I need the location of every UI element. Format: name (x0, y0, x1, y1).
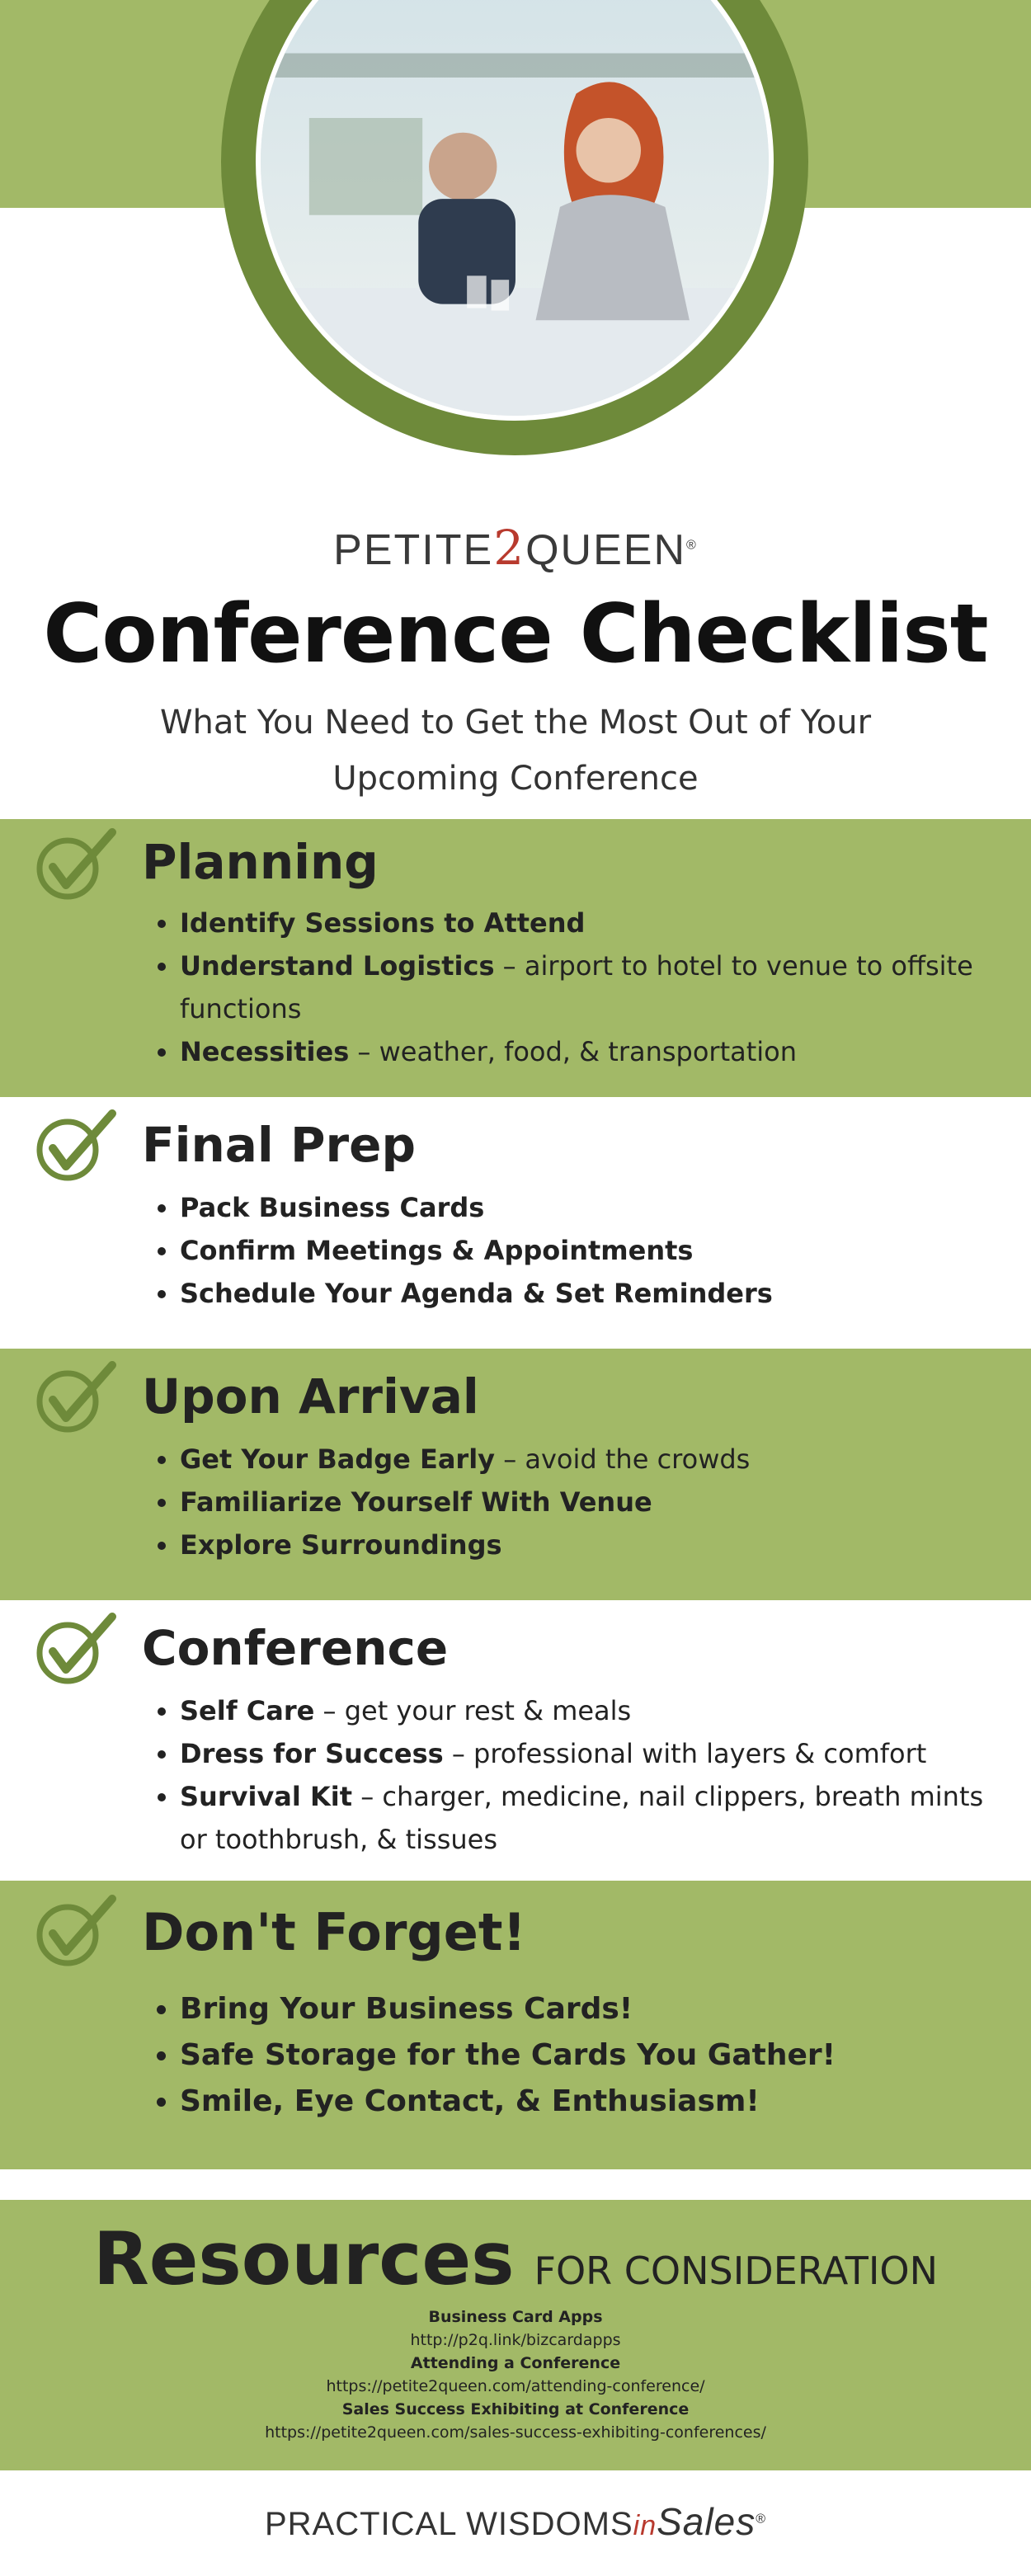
footer-logo (0, 2499, 1031, 2544)
list-item: • Confirm Meetings & Appointments (180, 1229, 1005, 1272)
resource-heading: Sales Success Exhibiting at Conference (341, 2400, 690, 2418)
page-title: Conference Checklist (43, 587, 988, 681)
checkmark-circle-icon (33, 1359, 124, 1441)
section-title: Don't Forget! (142, 1902, 526, 1962)
list-item: • Smile, Eye Contact, & Enthusiasm! (180, 2079, 1005, 2125)
brand-name-part3: QUEEN (525, 526, 687, 574)
section-upon-arrival (0, 1349, 1031, 1600)
section-dont-forget (0, 1881, 1031, 2169)
footer-text-sales: Sales (657, 2500, 756, 2543)
section-conference (0, 1600, 1031, 1881)
section-list (148, 902, 1005, 1073)
list-item: • Understand Logistics – airport to hotel to venue to offsite functions (180, 944, 1005, 1030)
section-planning (0, 819, 1031, 1097)
resources-links (0, 2305, 1031, 2444)
section-list (148, 1986, 1005, 2125)
list-item: • Bring Your Business Cards! (180, 1986, 1005, 2032)
list-item: • Get Your Badge Early – avoid the crowds (180, 1438, 1005, 1481)
section-title: Upon Arrival (142, 1368, 479, 1425)
checkmark-circle-icon (33, 1892, 124, 1975)
brand-registered-mark: ® (686, 538, 698, 553)
section-title: Conference (142, 1620, 449, 1676)
resource-heading: Business Card Apps (428, 2308, 603, 2326)
resources-title: Resources (92, 2216, 515, 2301)
section-list (148, 1689, 1005, 1861)
list-item: • Self Care – get your rest & meals (180, 1689, 1005, 1732)
section-final-prep (0, 1097, 1031, 1349)
list-item: • Explore Surroundings (180, 1523, 1005, 1566)
resource-link[interactable]: http://p2q.link/bizcardapps (410, 2331, 621, 2349)
list-item: • Familiarize Yourself With Venue (180, 1481, 1005, 1523)
footer-registered-mark: ® (756, 2512, 766, 2527)
page-subtitle: What You Need to Get the Most Out of Your Upcoming Conference (159, 704, 872, 798)
list-item: • Survival Kit – charger, medicine, nail clippers, breath mints or toothbrush, & tissues (180, 1775, 1005, 1861)
list-item: • Schedule Your Agenda & Set Reminders (180, 1272, 1005, 1315)
section-title: Planning (142, 834, 379, 890)
footer-text-practical: PRACTICAL (264, 2506, 467, 2542)
section-list (148, 1438, 1005, 1566)
resource-heading: Attending a Conference (410, 2354, 621, 2372)
brand-name-part1: PETITE (333, 526, 494, 574)
resources-panel (0, 2200, 1031, 2470)
section-title: Final Prep (142, 1117, 416, 1173)
list-item: • Dress for Success – professional with layers & comfort (180, 1732, 1005, 1775)
resource-link[interactable]: https://petite2queen.com/sales-success-exhibiting-conferences/ (265, 2423, 766, 2442)
checkmark-circle-icon (33, 826, 124, 908)
list-item: • Pack Business Cards (180, 1186, 1005, 1229)
footer-text-in: in (633, 2510, 657, 2541)
checkmark-circle-icon (33, 1610, 124, 1693)
list-item: • Safe Storage for the Cards You Gather! (180, 2032, 1005, 2079)
resource-link[interactable]: https://petite2queen.com/attending-conference/ (326, 2377, 705, 2395)
section-list (148, 1186, 1005, 1315)
brand-logo (0, 520, 1031, 576)
resources-heading (0, 2216, 1031, 2301)
hero-banner (0, 0, 1031, 462)
resources-subtitle: FOR CONSIDERATION (534, 2249, 939, 2293)
footer-text-wisdoms: WISDOMS (466, 2506, 633, 2542)
brand-name-2: 2 (493, 520, 526, 576)
list-item: • Necessities – weather, food, & transportation (180, 1030, 1005, 1073)
checkmark-circle-icon (33, 1107, 124, 1189)
list-item: • Identify Sessions to Attend (180, 902, 1005, 944)
